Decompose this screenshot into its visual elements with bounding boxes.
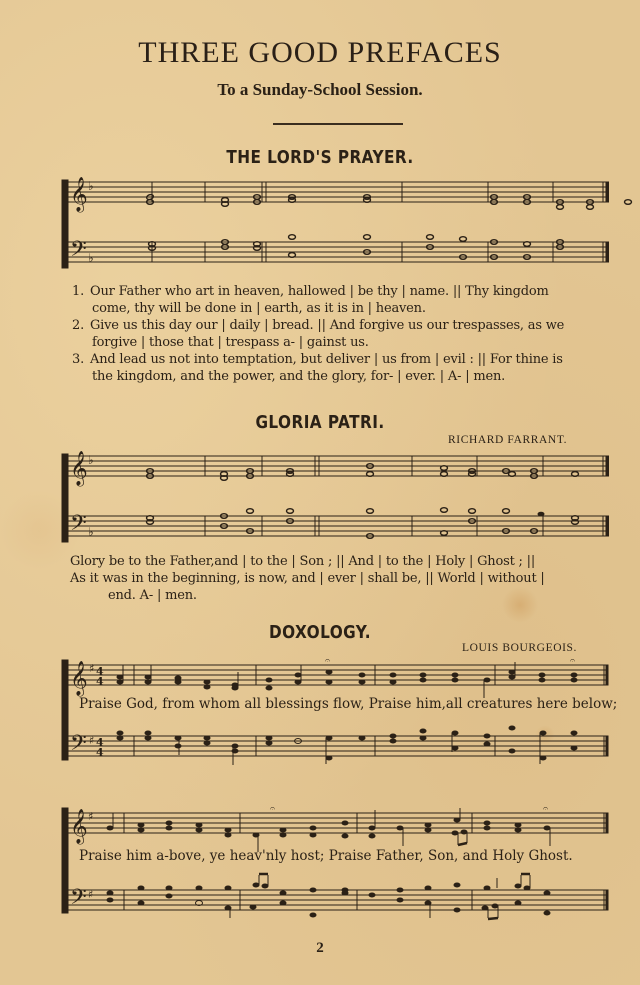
svg-text:4: 4 [96,736,104,749]
treble-clef-icon: 𝄞 [70,809,88,844]
treble-clef-icon: 𝄞 [70,451,88,486]
fermata-icon: 𝄐 [270,804,276,814]
gloria-patri-composer: RICHARD FARRANT. [448,434,568,446]
flat-icon: ♭ [88,525,94,539]
verse-1: 1. Our Father who art in heaven, hallowed | be thy | name. || Thy kingdom come, thy will be done in | earth, as it is in | heaven. [72,284,549,316]
flat-icon: ♭ [88,453,94,467]
sharp-icon: ♯ [88,888,94,901]
gloria-patri-heading: GLORIA PATRI. [255,412,385,433]
bass-clef-icon: 𝄢 [70,237,87,267]
flat-icon: ♭ [88,251,94,265]
page-title: THREE GOOD PREFACES [138,36,502,69]
doxology-lyric-line-1: Praise God, from whom all blessings flow, Praise him,all creatures here below; [79,696,618,712]
fermata-icon: 𝄐 [543,804,549,814]
lords-prayer-verses [72,283,612,385]
sharp-icon: ♯ [88,810,94,823]
page-number: 2 [316,940,324,956]
bass-clef-icon: 𝄢 [70,731,87,761]
page-subtitle: To a Sunday-School Session. [217,80,423,99]
doxology-composer: LOUIS BOURGEOIS. [462,642,578,654]
fermata-icon: 𝄐 [325,656,331,666]
doxology-lyric-line-2: Praise him a-bove, ye heav'nly host; Praise Father, Son, and Holy Ghost. [79,848,573,864]
flat-icon: ♭ [88,179,94,193]
doxology-heading: DOXOLOGY. [268,622,372,643]
doxology-score-system-2 [60,804,620,923]
gloria-patri-score [60,452,620,552]
fermata-icon: 𝄐 [570,656,576,666]
lords-prayer-heading: THE LORD'S PRAYER. [226,147,414,168]
verse-3: 3. And lead us not into temptation, but deliver | us from | evil : || For thine is the kingdom, and the power, and the glory, for- | ever. | A- | men. [72,352,563,384]
bass-clef-icon: 𝄢 [70,885,87,915]
svg-text:4: 4 [96,675,104,688]
sharp-icon: ♯ [89,662,95,675]
bass-clef-icon: 𝄢 [70,511,87,541]
lords-prayer-score [60,178,620,278]
treble-clef-icon: 𝄞 [70,177,88,212]
title-divider [273,123,403,125]
svg-text:4: 4 [96,746,104,759]
treble-clef-icon: 𝄞 [70,661,88,696]
time-signature: 4 [96,665,104,678]
verse-2: 2. Give us this day our | daily | bread. || And forgive us our trespasses, as we forgive | those that | trespass a- | gainst us. [72,318,565,350]
gloria-patri-text: Glory be to the Father,and | to the | Son ; || And | to the | Holy | Ghost ; || As it was in the beginning, is now, and | ever | shall be, || World | without | end. A- | men. [70,554,545,603]
doxology-score-system-1 [60,656,620,770]
sharp-icon: ♯ [89,734,95,747]
